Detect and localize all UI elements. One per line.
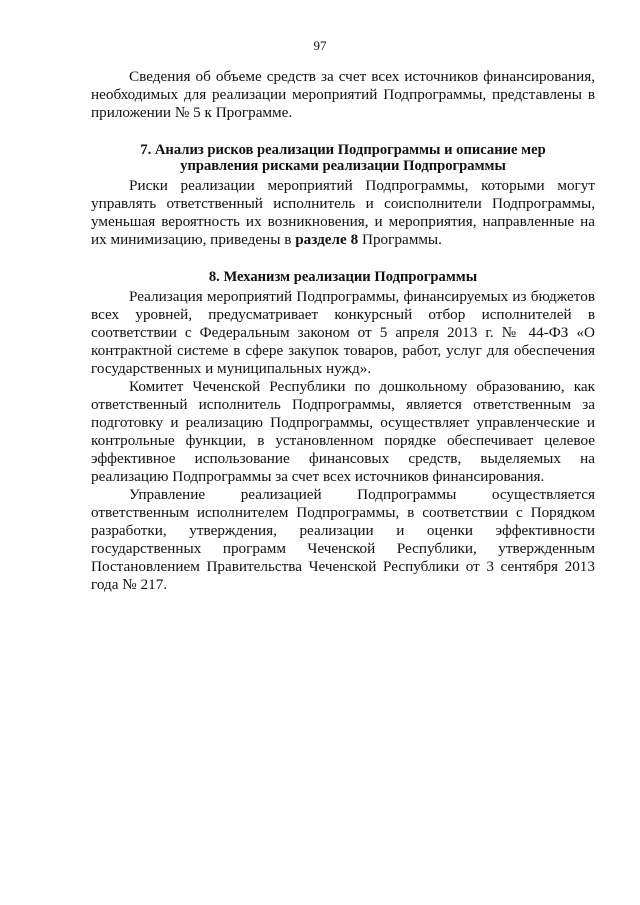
section-7-paragraph [91,177,595,249]
section-8-paragraph-1: Реализация мероприятий Подпрограммы, финансируемых из бюджетов всех уровней, предусматривает конкурсный отбор исполнителей в соответствии с Федеральным законом от 5 апреля 2013 г. № 44-ФЗ «О контрактной системе в сфере закупок товаров, работ, услуг для обеспечения государственных и муниципальных нужд». [91,288,595,377]
section-8-heading: 8. Механизм реализации Подпрограммы [208,269,478,285]
section-7-text-start: Риски реализации мероприятий Подпрограммы, которыми могут управлять ответственный исполнитель и соисполнители Подпрограммы, уменьшая вероятность их возникновения, и мероприятия, направленные на их минимизацию, приведены в [91,177,595,248]
section-7-heading [91,142,595,174]
intro-paragraph: Сведения об объеме средств за счет всех источников финансирования, необходимых для реализации мероприятий Подпрограммы, представлены в приложении № 5 к Программе. [91,68,595,121]
section-7-text-end: Программы. [358,231,442,248]
section-7-heading-line-2: управления рисками реализации Подпрограммы [180,158,506,174]
section-8-paragraph-3: Управление реализацией Подпрограммы осуществляется ответственным исполнителем Подпрограммы, в соответствии с Порядком разработки, утверждения, реализации и оценки эффективности государственных программ Чеченской Республики, утвержденным Постановлением Правительства Чеченской Республики от 3 сентября 2013 года № 217. [91,486,595,593]
section-7-heading-line-1: 7. Анализ рисков реализации Подпрограммы и описание мер [140,142,546,158]
page-content [91,68,595,594]
section-8-paragraph-2: Комитет Чеченской Республики по дошкольному образованию, как ответственный исполнитель Подпрограммы, является ответственным за подготовку и реализацию Подпрограммы, осуществляет управленческие и контрольные функции, в установленном порядке обеспечивает целевое эффективное использование финансовых средств, выделяемых на реализацию Подпрограммы за счет всех источников финансирования. [91,378,595,485]
section-reference: разделе 8 [295,231,359,248]
page-number: 97 [313,38,327,53]
